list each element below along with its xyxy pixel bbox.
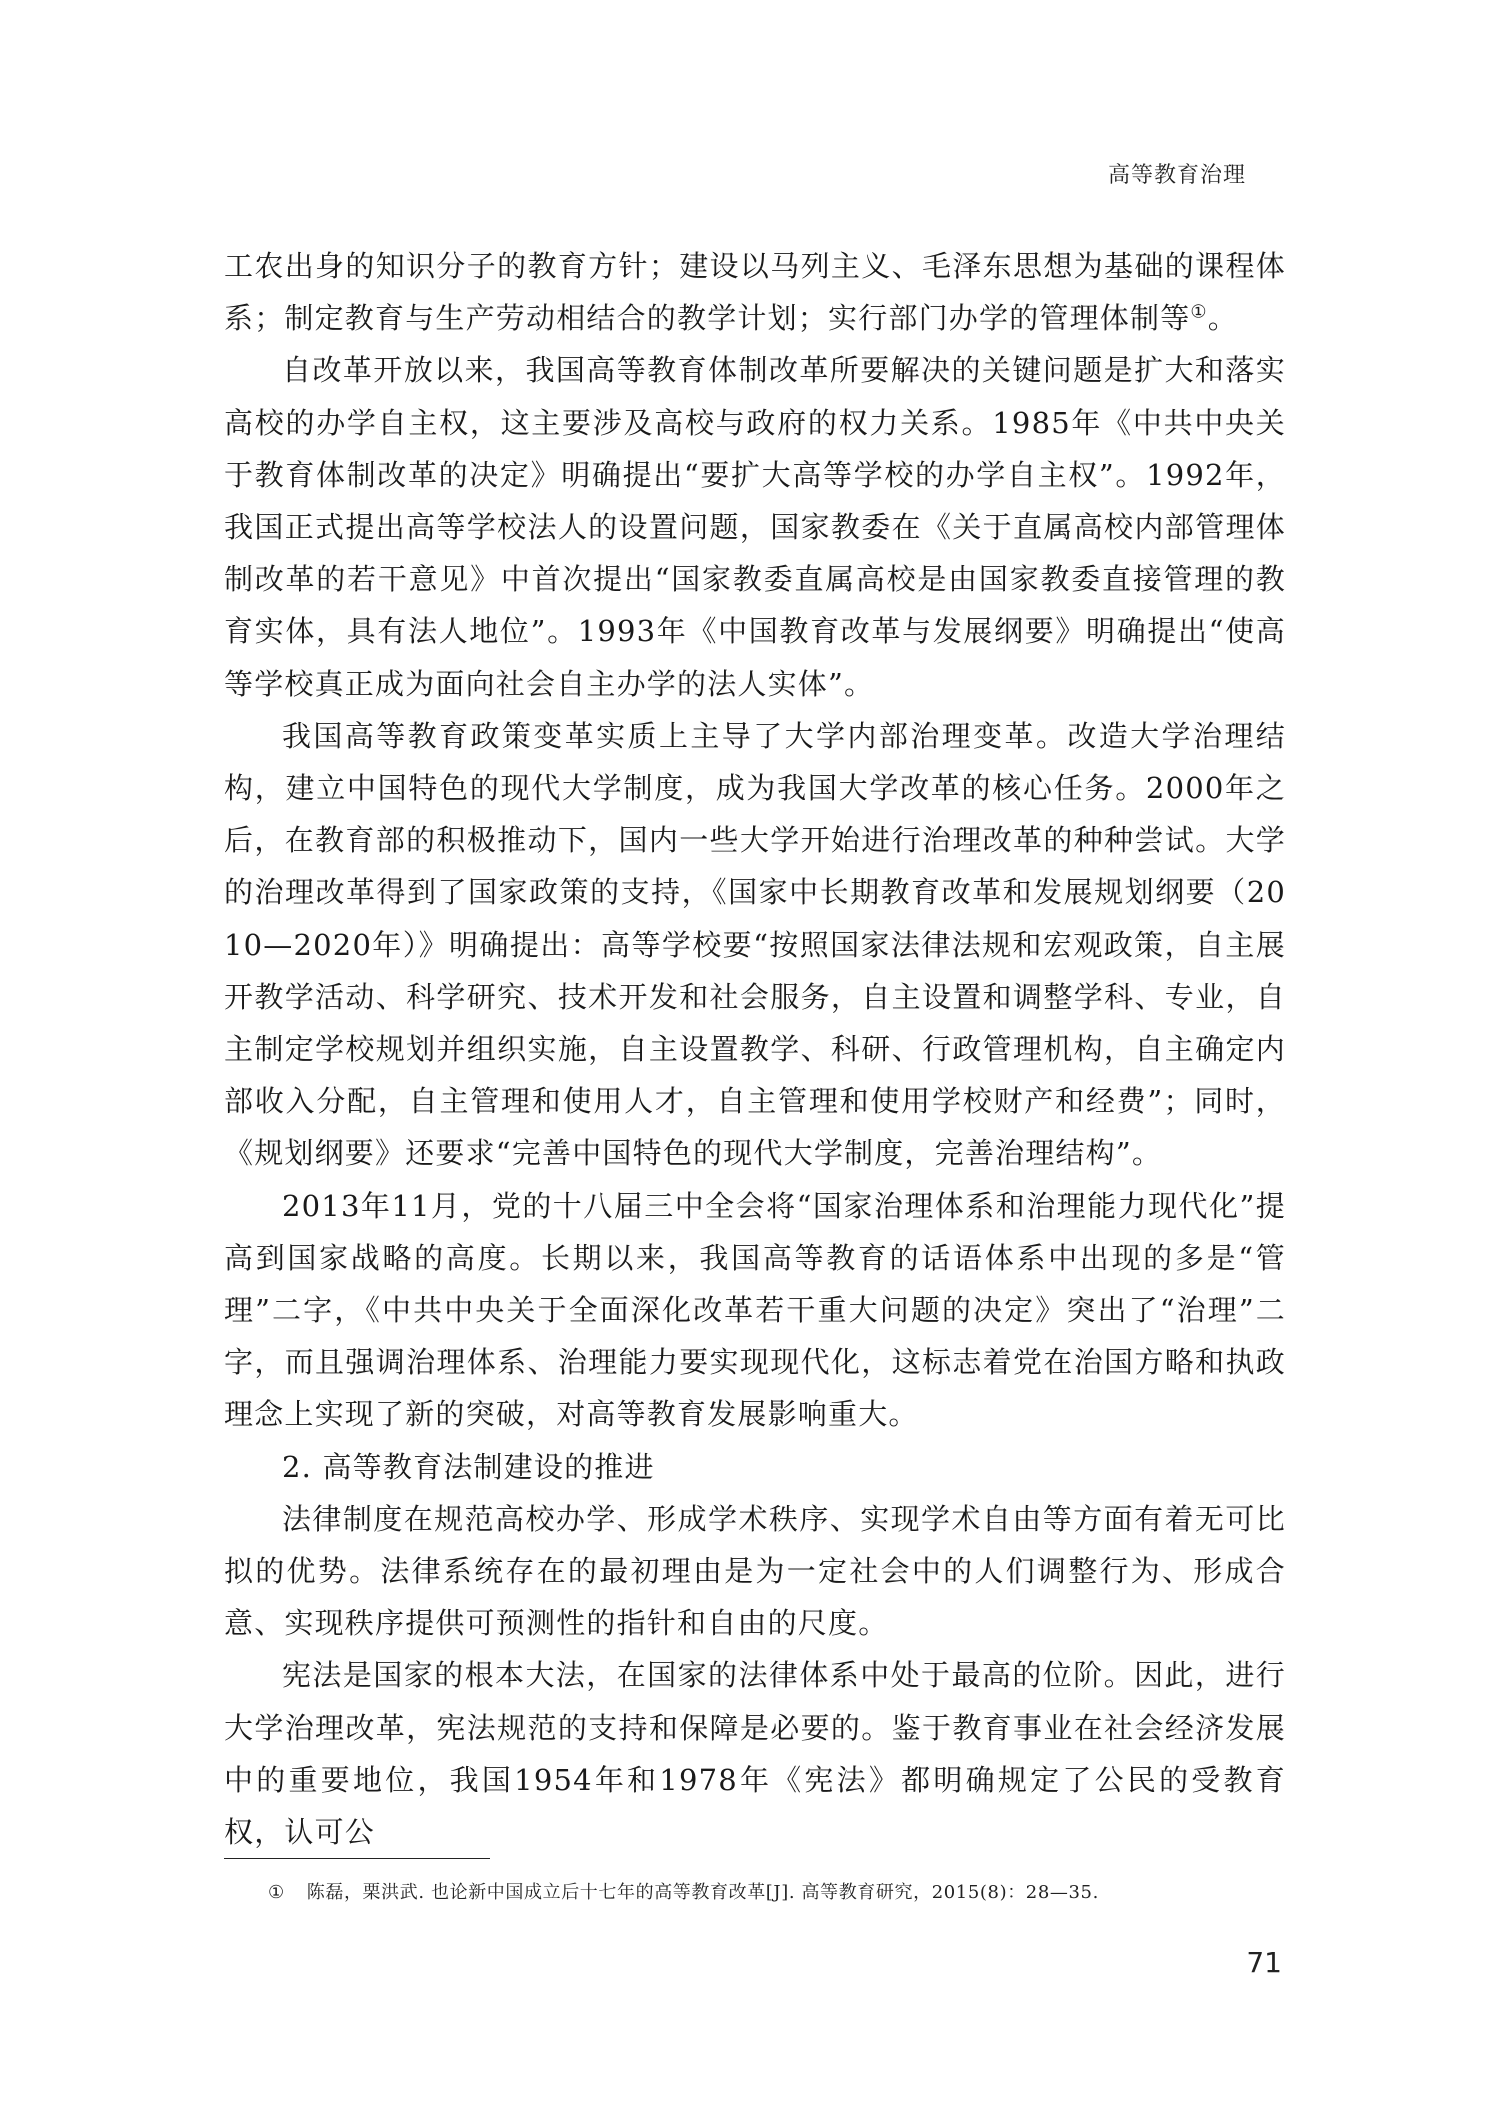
paragraph-5: 法律制度在规范高校办学、形成学术秩序、实现学术自由等方面有着无可比拟的优势。法律系统存在的最初理由是为一定社会中的人们调整行为、形成合意、实现秩序提供可预测性的指针和自由的尺度。: [224, 1501, 1286, 1641]
footnote-mark: ①: [268, 1882, 285, 1903]
running-header: 高等教育治理: [1107, 163, 1246, 188]
paragraph-1: [224, 240, 1286, 344]
paragraph-6: 宪法是国家的根本大法，在国家的法律体系中处于最高的位阶。因此，进行大学治理改革，宪法规范的支持和保障是必要的。鉴于教育事业在社会经济发展中的重要地位，我国1954年和1978年《宪法》都明确规定了公民的受教育权，认可公: [224, 1658, 1286, 1850]
main-text: [224, 240, 1286, 1858]
footnote-divider: [224, 1858, 490, 1859]
footnote: [268, 1880, 1286, 1906]
page-number: 71: [1246, 1946, 1282, 1979]
footnote-reference[interactable]: ①: [1190, 301, 1208, 323]
footnote-text: 陈磊，栗洪武. 也论新中国成立后十七年的高等教育改革[J]. 高等教育研究，2015(8)：28—35.: [306, 1882, 1099, 1903]
section-heading: 2. 高等教育法制建设的推进: [282, 1449, 655, 1484]
paragraph-4: 2013年11月，党的十八届三中全会将“国家治理体系和治理能力现代化”提高到国家战略的高度。长期以来，我国高等教育的话语体系中出现的多是“管理”二字，《中共中央关于全面深化改革若干重大问题的决定》突出了“治理”二字，而且强调治理体系、治理能力要实现现代化，这标志着党在治国方略和执政理念上实现了新的突破，对高等教育发展影响重大。: [224, 1188, 1286, 1432]
paragraph-1-end: 。: [1207, 301, 1238, 336]
paragraph-3: 我国高等教育政策变革实质上主导了大学内部治理变革。改造大学治理结构，建立中国特色的现代大学制度，成为我国大学改革的核心任务。2000年之后，在教育部的积极推动下，国内一些大学开始进行治理改革的种种尝试。大学的治理改革得到了国家政策的支持，《国家中长期教育改革和发展规划纲要（2010—2020年）》明确提出：高等学校要“按照国家法律法规和宏观政策，自主展开教学活动、科学研究、技术开发和社会服务，自主设置和调整学科、专业，自主制定学校规划并组织实施，自主设置教学、科研、行政管理机构，自主确定内部收入分配，自主管理和使用人才，自主管理和使用学校财产和经费”；同时，《规划纲要》还要求“完善中国特色的现代大学制度，完善治理结构”。: [224, 718, 1286, 1171]
paragraph-2: 自改革开放以来，我国高等教育体制改革所要解决的关键问题是扩大和落实高校的办学自主权，这主要涉及高校与政府的权力关系。1985年《中共中央关于教育体制改革的决定》明确提出“要扩大高等学校的办学自主权”。1992年，我国正式提出高等学校法人的设置问题，国家教委在《关于直属高校内部管理体制改革的若干意见》中首次提出“国家教委直属高校是由国家教委直接管理的教育实体，具有法人地位”。1993年《中国教育改革与发展纲要》明确提出“使高等学校真正成为面向社会自主办学的法人实体”。: [224, 353, 1286, 701]
paragraph-1-text: 工农出身的知识分子的教育方针；建设以马列主义、毛泽东思想为基础的课程体系；制定教育与生产劳动相结合的教学计划；实行部门办学的管理体制等: [224, 249, 1286, 336]
